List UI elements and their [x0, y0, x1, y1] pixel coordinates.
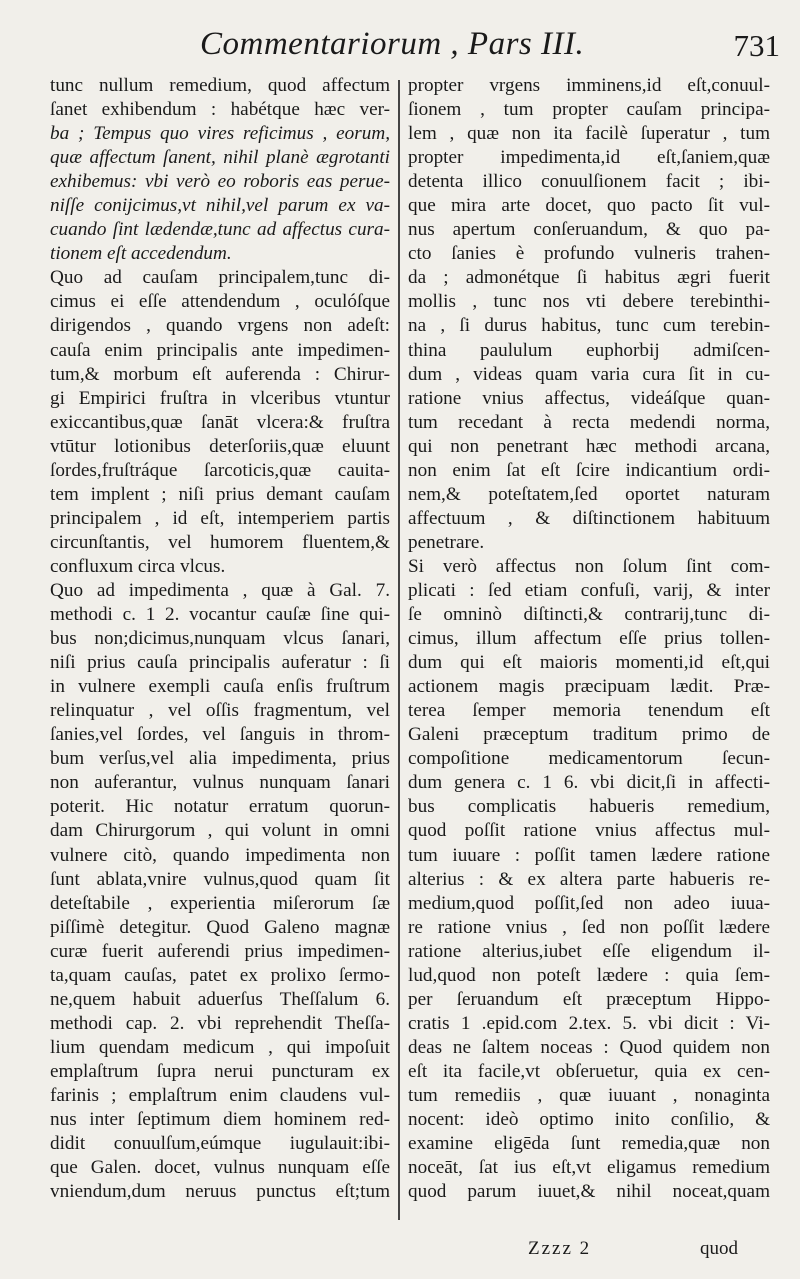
text-line: affectuum , & diſtinctionem habituum — [408, 507, 770, 529]
text-line: Quo ad cauſam principalem,tunc di- — [50, 267, 390, 289]
text-line: cimus ei eſſe attendendum , oculóſque — [50, 291, 390, 313]
text-line: dum qui eſt maioris momenti,id eſt,qui — [408, 652, 770, 674]
text-line: cimus, illum affectum eſſe prius tollen- — [408, 628, 770, 650]
text-line: curæ fuerit auferendi prius impedimen- — [50, 940, 390, 962]
text-line: dirigendos , quando vrgens non adeſt: — [50, 315, 390, 337]
text-line: tem implent ; niſi prius demant cauſam — [50, 483, 390, 505]
text-line: ſe omninò diſtincti,& contrarij,tunc di- — [408, 604, 770, 626]
text-line: lem , quæ non ita facilè ſuperatur , tum — [408, 123, 770, 145]
text-line: qui non penetrant hæc methodi arcana, — [408, 435, 770, 457]
text-line: principalem , id eſt, intemperiem partis — [50, 507, 390, 529]
text-line: lud,quod non poteſt lædere : quia ſem- — [408, 964, 770, 986]
text-line: noceāt, ſat ius eſt,vt eligamus remedium — [408, 1157, 770, 1179]
text-line: vulnere citò, quando impedimenta non — [50, 844, 390, 866]
text-line: medium,quod poſſit,ſed non adeo iuua- — [408, 892, 770, 914]
text-line: poterit. Hic notatur erratum quorun- — [50, 796, 390, 818]
text-line: que Galen. docet, vulnus nunquam eſſe — [50, 1157, 390, 1179]
text-line: ſionem , tum propter cauſam principa- — [408, 99, 770, 121]
text-line: alterius : & ex altera parte habueris re- — [408, 868, 770, 890]
signature-mark: Zzzz 2 — [528, 1238, 592, 1259]
text-line: Si verò affectus non ſolum ſint com- — [408, 555, 770, 577]
text-line: ſanet exhibendum : habétque hæc ver- — [50, 99, 390, 121]
text-line: actionem magis præcipuam lædit. Præ- — [408, 676, 770, 698]
text-line: thina paululum euphorbij admiſcen- — [408, 339, 770, 361]
text-line: relinquatur , vel oſſis fragmentum, vel — [50, 700, 390, 722]
text-line: Galeni præceptum traditum primo de — [408, 724, 770, 746]
text-line: ratione vnius affectus, videáſque quan- — [408, 387, 770, 409]
text-line: dam Chirurgorum , qui volunt in omni — [50, 820, 390, 842]
text-line: detenta illico conuulſionem facit ; ibi- — [408, 171, 770, 193]
text-line: dum genera c. 1 6. vbi dicit,ſi in affecti- — [408, 772, 770, 794]
column-divider — [398, 80, 400, 1220]
text-line: nus inter ſeptimum diem hominem red- — [50, 1109, 390, 1131]
text-line: gi Empirici fruſtra in vlceribus vtuntur — [50, 387, 390, 409]
text-line: non auferantur, vulnus nunquam ſanari — [50, 772, 390, 794]
text-line: re ratione vnius , ſed non poſſit lædere — [408, 916, 770, 938]
text-line: confluxum circa vlcus. — [50, 555, 226, 577]
text-line: cuando ſint lædendæ,tunc ad affectus cura- — [50, 219, 390, 241]
text-line: in vulnere exempli cauſa enſis fruſtrum — [50, 676, 390, 698]
text-line: examine eligēda ſunt remedia,quæ non — [408, 1133, 770, 1155]
text-line: tionem eſt accedendum. — [50, 243, 232, 265]
text-line: deas ne ſaltem noceas : Quod quidem non — [408, 1036, 770, 1058]
text-line: cratis 1 .epid.com 2.tex. 5. vbi dicit : Vi- — [408, 1012, 770, 1034]
text-line: lium quendam medicum , qui impoſuit — [50, 1036, 390, 1058]
text-line: vtūtur lotionibus deterſoriis,quæ eluunt — [50, 435, 390, 457]
text-line: farinis ; emplaſtrum enim claudens vul- — [50, 1084, 390, 1106]
text-line: da ; admonétque ſi habitus ægri fuerit — [408, 267, 770, 289]
text-line: quod parum iuuet,& nihil noceat,quam — [408, 1181, 770, 1203]
running-title: Commentariorum , Pars III. — [200, 26, 585, 62]
page-number: 731 — [733, 28, 780, 63]
text-line: quæ affectum ſanent, nihil planè ægrotanti — [50, 147, 390, 169]
text-line: methodi c. 1 2. vocantur cauſæ ſine qui- — [50, 604, 390, 626]
text-line: tum recedant à recta medendi norma, — [408, 411, 770, 433]
text-line: mollis , tunc nos vti debere terebinthi- — [408, 291, 770, 313]
text-line: tum iuuare : poſſit tamen lædere ratione — [408, 844, 770, 866]
text-line: didit conuulſum,eúmque iugulauit:ibi- — [50, 1133, 390, 1155]
text-line: nem,& poteſtatem,ſed oportet naturam — [408, 483, 770, 505]
text-line: na , ſi durus habitus, tunc cum terebin- — [408, 315, 770, 337]
text-line: tum,& morbum eſt auferenda : Chirur- — [50, 363, 390, 385]
text-line: penetrare. — [408, 531, 485, 553]
text-line: non enim ſat eſt ſcire indicantium ordi- — [408, 459, 770, 481]
text-line: ratione alterius,iubet eſſe eligendum il- — [408, 940, 770, 962]
text-line: quod poſſit ratione vnius affectus mul- — [408, 820, 770, 842]
text-line: niſi prius cauſa principalis auferatur : ſi — [50, 652, 390, 674]
running-header — [200, 22, 780, 72]
text-line: dum , videas quam varia cura ſit in cu- — [408, 363, 770, 385]
text-line: exhibemus: vbi verò eo roboris eas perue- — [50, 171, 390, 193]
text-line: terea ſemper memoria tenendum eſt — [408, 700, 770, 722]
text-line: tum remediis , quæ iuuant , nonaginta — [408, 1084, 770, 1106]
text-line: ta,quam cauſas, patet ex prolixo ſermo- — [50, 964, 390, 986]
text-line: methodi cap. 2. vbi reprehendit Theſſa- — [50, 1012, 390, 1034]
text-line: exiccantibus,quæ ſanāt vlcera:& fruſtra — [50, 411, 390, 433]
right-text-column — [408, 74, 770, 1204]
left-text-column — [50, 74, 390, 1204]
text-line: ba ; Tempus quo vires reficimus , eorum, — [50, 123, 390, 145]
text-line: compoſitione medicamentorum ſecun- — [408, 748, 770, 770]
text-line: tunc nullum remedium, quod affectum — [50, 75, 390, 96]
text-line: niſſe conijcimus,vt nihil,vel parum ex va- — [50, 195, 390, 217]
text-line: eſt ita facile,vt obſeruetur, quia ex cen- — [408, 1060, 770, 1082]
catchword: quod — [700, 1238, 738, 1259]
text-line: bum verſus,vel alia impedimenta, prius — [50, 748, 390, 770]
text-line: cauſa enim principalis ante impedimen- — [50, 339, 390, 361]
text-line: ſunt ablata,vnire vulnus,quod quam ſit — [50, 868, 390, 890]
text-line: Quo ad impedimenta , quæ à Gal. 7. — [50, 579, 390, 601]
text-line: vniendum,dum neruus punctus eſt;tum — [50, 1181, 390, 1203]
text-line: propter vrgens imminens,id eſt,conuul- — [408, 75, 770, 96]
text-line: que mira arte docet, quo pacto ſit vul- — [408, 195, 770, 217]
text-line: bus complicatis habueris remedium, — [408, 796, 770, 818]
text-line: cto ſanies è profundo vulneris trahen- — [408, 243, 770, 265]
text-line: per ſeruandum eſt præceptum Hippo- — [408, 988, 770, 1010]
text-line: propter impedimenta,id eſt,ſaniem,quæ — [408, 147, 770, 169]
text-line: ſordes,fruſtráque ſarcoticis,quæ cauita- — [50, 459, 390, 481]
text-line: emplaſtrum ſupra nerui puncturam ex — [50, 1060, 390, 1082]
text-line: plicati : ſed etiam confuſi, varij, & inter — [408, 579, 770, 601]
text-line: circunſtantis, vel humorem fluentem,& — [50, 531, 390, 553]
text-line: deteſtabile , experientia miſerorum ſæ — [50, 892, 390, 914]
text-line: piſſimè detegitur. Quod Galeno magnæ — [50, 916, 390, 938]
text-line: bus non;dicimus,nunquam vlcus ſanari, — [50, 628, 390, 650]
text-line: ſanies,vel ſordes, vel ſanguis in throm- — [50, 724, 390, 746]
text-line: ne,quem habuit aduerſus Theſſalum 6. — [50, 988, 390, 1010]
text-line: nus apertum conſeruandum, & quo pa- — [408, 219, 770, 241]
text-line: nocent: ideò optimo inito conſilio, & — [408, 1109, 770, 1131]
